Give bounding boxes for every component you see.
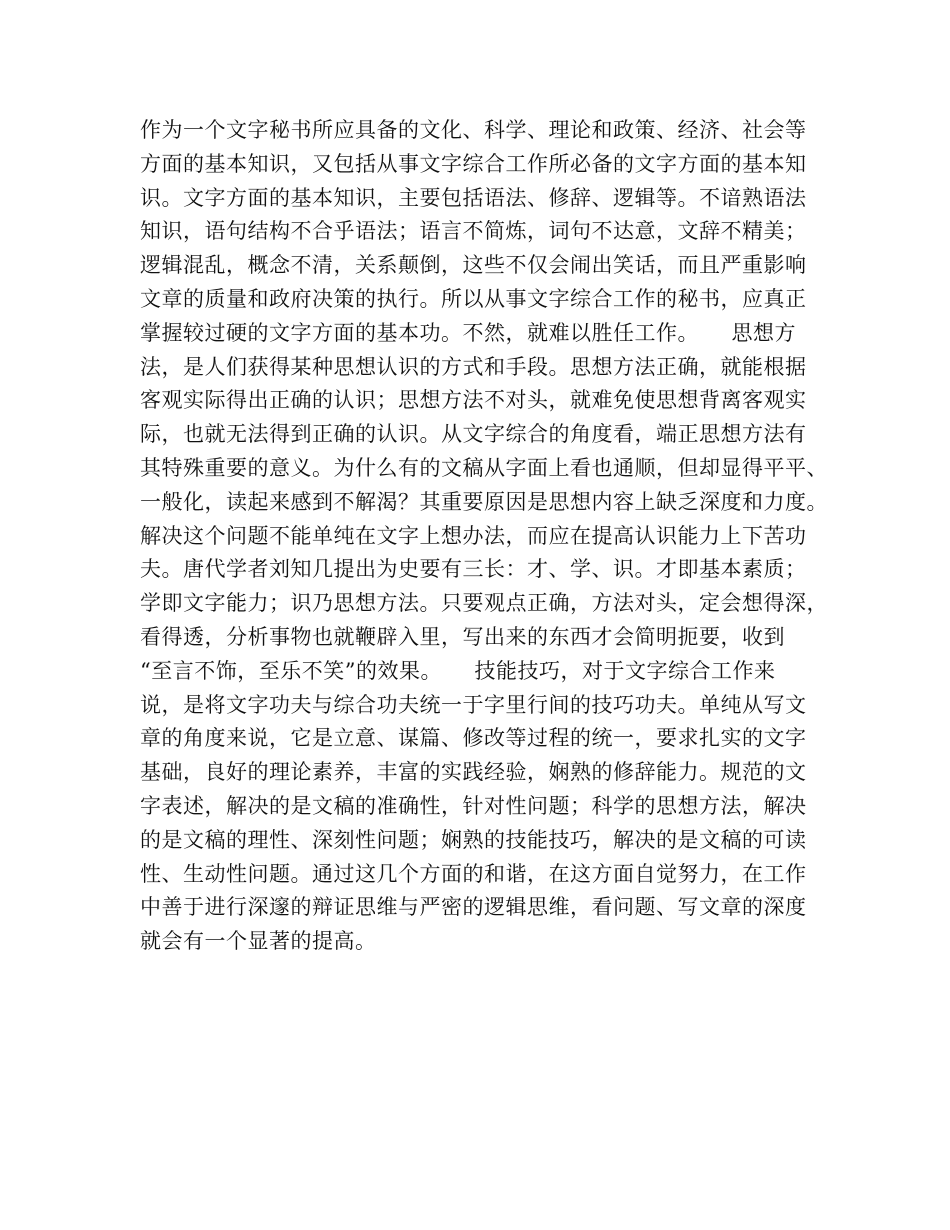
text-line: 就会有一个显著的提高。 (140, 929, 377, 954)
text-line: 方面的基本知识，又包括从事文字综合工作所必备的文字方面的基本知 (140, 151, 807, 176)
text-line: 解决这个问题不能单纯在文字上想办法，而应在提高认识能力上下苦功 (140, 523, 807, 548)
text-line: 作为一个文字秘书所应具备的文化、科学、理论和政策、经济、社会等 (140, 118, 807, 142)
text-line: 性、生动性问题。通过这几个方面的和谐，在这方面自觉努力，在工作 (140, 861, 807, 886)
text-line: 中善于进行深邃的辩证思维与严密的逻辑思维，看问题、写文章的深度 (140, 895, 807, 920)
text-line: 基础，良好的理论素养，丰富的实践经验，娴熟的修辞能力。规范的文 (140, 760, 807, 785)
text-line: 客观实际得出正确的认识；思想方法不对头，就难免使思想背离客观实 (140, 388, 807, 413)
text-line: 知识，语句结构不合乎语法；语言不简炼，词句不达意，文辞不精美； (140, 219, 807, 244)
text-line: 文章的质量和政府决策的执行。所以从事文字综合工作的秘书，应真正 (140, 286, 807, 311)
text-line: 章的角度来说，它是立意、谋篇、修改等过程的统一，要求扎实的文字 (140, 726, 807, 751)
text-line: 的是文稿的理性、深刻性问题；娴熟的技能技巧，解决的是文稿的可读 (140, 827, 807, 852)
text-line: 掌握较过硬的文字方面的基本功。不然，就难以胜任工作。 思想方 (140, 320, 796, 345)
text-line: 际，也就无法得到正确的认识。从文字综合的角度看，端正思想方法有 (140, 422, 807, 447)
text-line: 识。文字方面的基本知识，主要包括语法、修辞、逻辑等。不谙熟语法 (140, 185, 807, 210)
text-line: 看得透，分析事物也就鞭辟入里，写出来的东西才会简明扼要，收到 (140, 624, 785, 649)
text-line: 其特殊重要的意义。为什么有的文稿从字面上看也通顺，但却显得平平、 (140, 455, 828, 480)
text-line: 逻辑混乱，概念不清，关系颠倒，这些不仅会闹出笑话，而且严重影响 (140, 253, 807, 278)
text-line: 学即文字能力；识乃思想方法。只要观点正确，方法对头，定会想得深， (140, 591, 828, 616)
text-line: 一般化，读起来感到不解渴？其重要原因是思想内容上缺乏深度和力度。 (140, 489, 828, 514)
text-line: 夫。唐代学者刘知几提出为史要有三长：才、学、识。才即基本素质； (140, 557, 807, 582)
body-text (140, 114, 830, 959)
text-line: 法，是人们获得某种思想认识的方式和手段。思想方法正确，就能根据 (140, 354, 807, 379)
text-line: 说，是将文字功夫与综合功夫统一于字里行间的技巧功夫。单纯从写文 (140, 692, 807, 717)
text-line: 字表述，解决的是文稿的准确性，针对性问题；科学的思想方法，解决 (140, 793, 807, 818)
text-line: “至言不饰，至乐不笑”的效果。 技能技巧，对于文字综合工作来 (140, 658, 776, 683)
